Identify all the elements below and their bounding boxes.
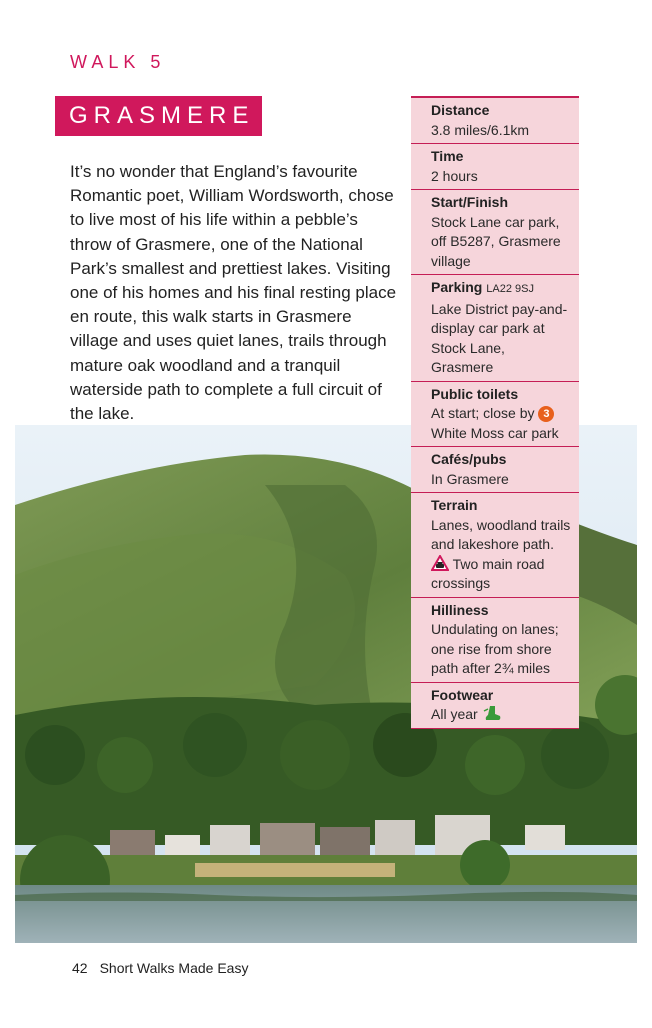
page-footer [72, 960, 248, 976]
walk-label: WALK 5 [70, 52, 166, 72]
time-heading: Time [431, 148, 464, 164]
cafes-heading: Cafés/pubs [431, 451, 507, 467]
walk-title: GRASMERE [55, 96, 262, 136]
page-number: 42 [72, 960, 88, 976]
fact-terrain [411, 493, 579, 598]
toilets-value-after: White Moss car park [431, 424, 559, 441]
fact-toilets [411, 382, 579, 448]
parking-heading: Parking [431, 279, 483, 295]
fact-cafes [411, 447, 579, 493]
fact-hilliness [411, 598, 579, 683]
fact-footwear [411, 683, 579, 729]
distance-heading: Distance [431, 102, 490, 118]
fact-parking [411, 275, 579, 382]
boot-icon [482, 705, 502, 721]
distance-value: 3.8 miles/6.1km [431, 121, 530, 138]
start-heading: Start/Finish [431, 194, 509, 210]
terrain-heading: Terrain [431, 497, 478, 513]
hilliness-heading: Hilliness [431, 601, 489, 618]
hilliness-value: Undulating on lanes; one rise from shore path after 2¾ miles [431, 621, 559, 676]
number-badge: 3 [538, 406, 554, 422]
footwear-value: All year [431, 706, 478, 722]
walk-facts-panel [411, 96, 579, 729]
footwear-heading: Footwear [431, 686, 494, 703]
start-value: Stock Lane car park, off B5287, Grasmere village [431, 213, 561, 269]
fact-start [411, 190, 579, 275]
car-warning-icon [431, 555, 449, 571]
cafes-value: In Grasmere [431, 470, 509, 487]
book-title: Short Walks Made Easy [99, 960, 249, 976]
time-value: 2 hours [431, 167, 478, 184]
toilets-heading: Public toilets [431, 385, 519, 402]
fact-time [411, 144, 579, 190]
terrain-value: Lanes, woodland trails and lakeshore path. [431, 516, 571, 552]
fact-distance [411, 98, 579, 144]
toilets-value: At start; close by [431, 405, 535, 421]
intro-text: It’s no wonder that England’s favourite Romantic poet, William Wordsworth, chose to live most of his life within a pebble’s throw of Grasmere, one of the National Park’s smallest and prettiest lakes. Visiting one of his homes and his final resting place en route, this walk starts in Grasmere village and uses quiet lanes, trails through mature oak woodland and a tranquil waterside path to complete a full circuit of the lake. [70, 162, 397, 424]
parking-postcode: LA22 9SJ [486, 283, 534, 295]
parking-value: Lake District pay-and-display car park at Stock Lane, Grasmere [431, 300, 568, 375]
terrain-value-after: Two main road crossings [431, 555, 545, 591]
